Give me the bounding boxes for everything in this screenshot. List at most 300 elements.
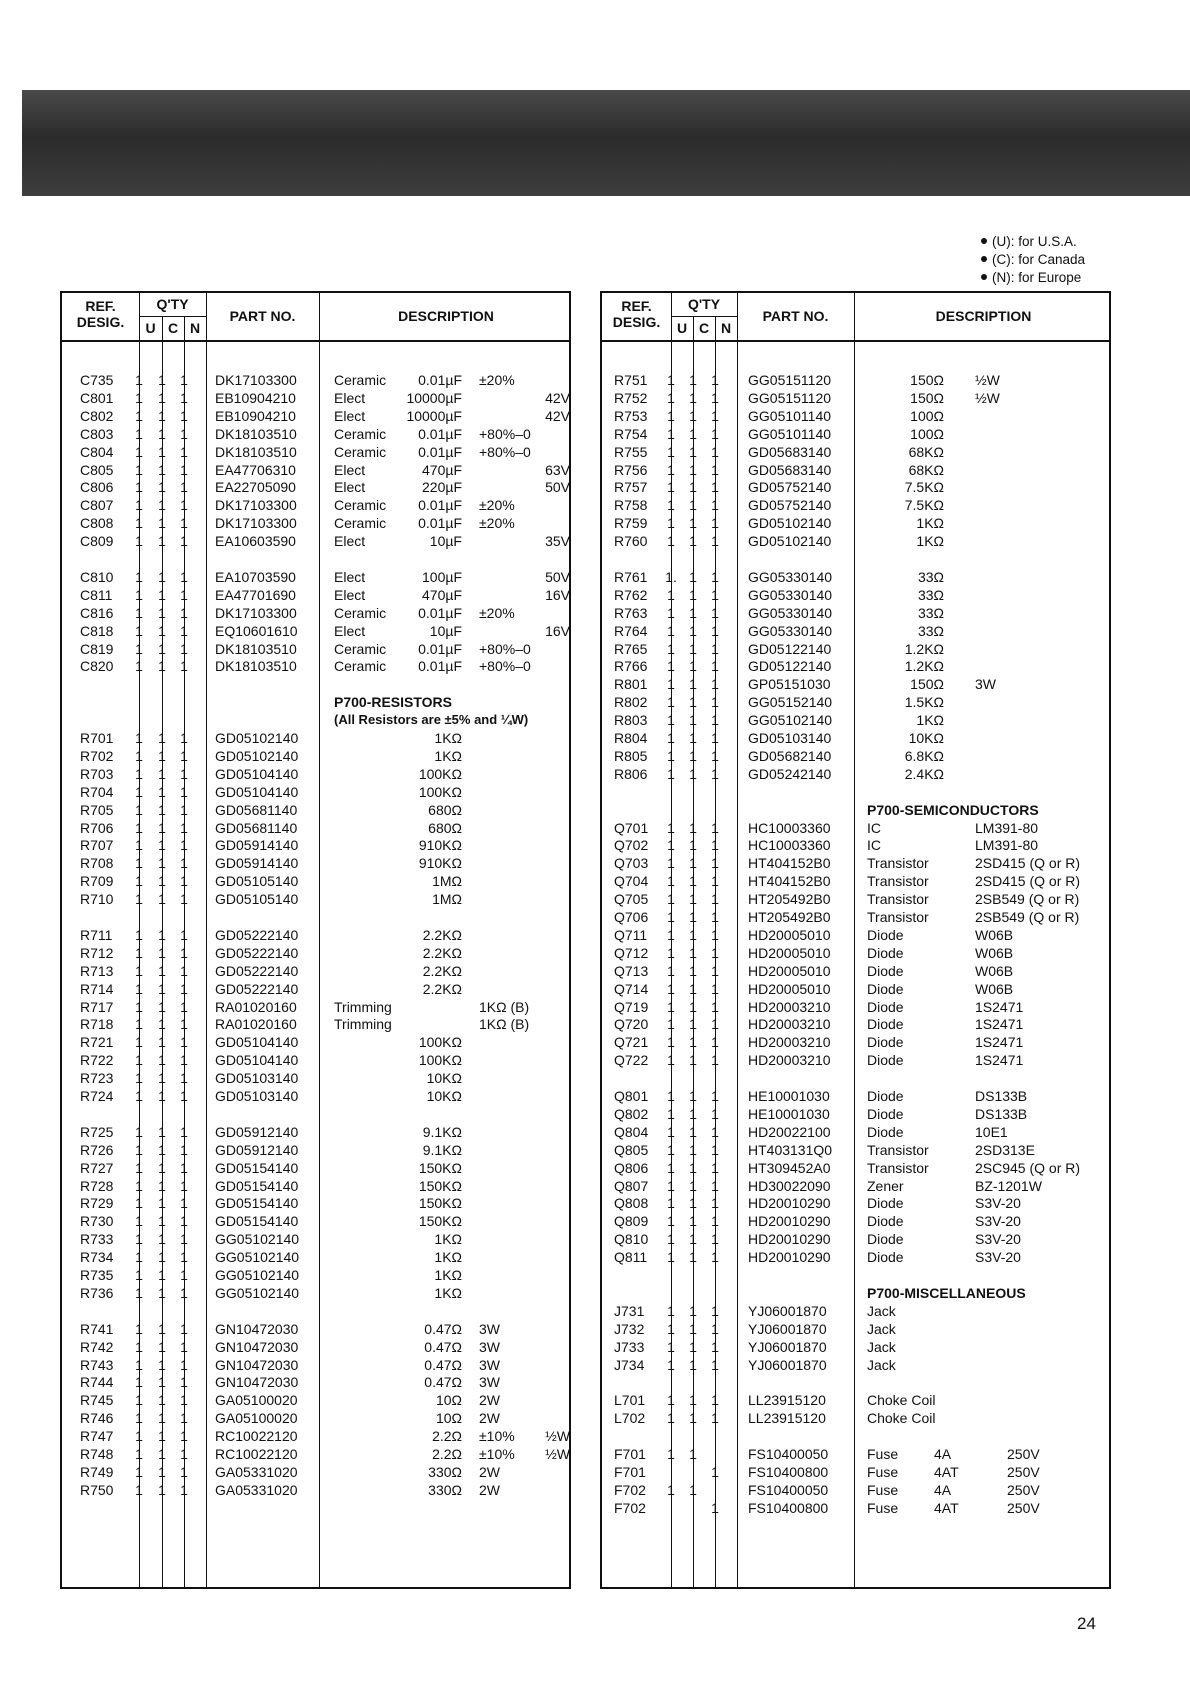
qty-u-cell: 1 <box>135 1481 143 1498</box>
qty-n-cell: 1 <box>180 1481 188 1498</box>
desc-value-cell: 150KΩ <box>418 1177 462 1194</box>
ref-desig-cell: R762 <box>614 586 648 603</box>
desc-value-cell: 1MΩ <box>432 891 462 908</box>
qty-n-cell: 1 <box>180 372 188 388</box>
part-no-cell: GD05914140 <box>215 855 299 872</box>
qty-n-cell: 1 <box>711 1213 719 1230</box>
qty-n-cell: 1 <box>711 533 719 550</box>
part-no-cell: GD05222140 <box>215 980 299 997</box>
table-row <box>62 836 569 854</box>
qty-n-cell: 1 <box>180 998 188 1015</box>
desc-type-cell: Diode <box>867 998 904 1015</box>
ref-desig-cell: C802 <box>80 407 114 424</box>
qty-u-cell: 1 <box>667 1392 675 1409</box>
table-row <box>62 604 569 622</box>
desc-value-cell: 10µF <box>429 622 462 639</box>
desc-value-cell: 0.01µF <box>418 372 462 388</box>
qty-c-cell: 1 <box>158 1374 166 1391</box>
ref-desig-cell: R707 <box>80 837 114 854</box>
table-row <box>602 1248 1109 1266</box>
desc-value-cell: 1MΩ <box>432 873 462 890</box>
ref-desig-cell: R752 <box>614 389 648 406</box>
qty-u-cell: 1 <box>667 1320 675 1337</box>
qty-c-cell: 1 <box>689 747 697 764</box>
qty-c-cell: 1 <box>689 1034 697 1051</box>
table-row <box>62 926 569 944</box>
qty-u-cell: 1 <box>667 1105 675 1122</box>
qty-n-cell: 1 <box>711 1392 719 1409</box>
qty-u-cell: 1 <box>135 1249 143 1266</box>
qty-n-cell: 1 <box>180 1141 188 1158</box>
part-no-cell: HD20022100 <box>748 1123 831 1140</box>
table-row <box>602 711 1109 729</box>
table-row <box>602 1212 1109 1230</box>
table-row <box>602 980 1109 998</box>
table-row <box>602 1499 1109 1517</box>
qty-u-cell: 1 <box>135 1446 143 1462</box>
parts-table-right <box>600 291 1111 1589</box>
table-row <box>62 729 569 747</box>
desc-rating-cell: 50V <box>545 568 570 585</box>
ref-desig-cell: Q810 <box>614 1231 649 1248</box>
qty-n-cell: 1 <box>180 389 188 406</box>
qty-c-cell: 1 <box>689 1392 697 1409</box>
ref-desig-cell: R736 <box>80 1284 114 1301</box>
desc-type-cell: Choke Coil <box>867 1410 936 1427</box>
desc-type-cell: Jack <box>867 1356 896 1373</box>
qty-u-cell: 1 <box>667 1231 675 1248</box>
qty-c-cell: 1 <box>689 676 697 693</box>
qty-c-cell: 1 <box>689 694 697 711</box>
part-no-cell: GG05101140 <box>748 407 832 424</box>
table-row <box>602 1051 1109 1069</box>
qty-c-cell: 1 <box>689 891 697 908</box>
qty-n-cell: 1 <box>180 944 188 961</box>
ref-desig-cell: R706 <box>80 819 114 836</box>
part-no-cell: HD20010290 <box>748 1231 831 1248</box>
desc-value-cell: 0.01µF <box>418 515 462 532</box>
table-row <box>602 693 1109 711</box>
desc-type-cell: Diode <box>867 1052 904 1069</box>
qty-n-cell: 1 <box>180 568 188 585</box>
qty-n-cell: 1 <box>711 694 719 711</box>
desc-value-cell: 150Ω <box>910 372 944 388</box>
qty-n-cell: 1 <box>711 998 719 1015</box>
qty-c-cell: 1 <box>158 461 166 478</box>
desc-spec-cell: 10E1 <box>975 1123 1008 1140</box>
qty-u-cell: 1 <box>135 747 143 764</box>
desc-rating-cell: 35V <box>545 533 570 550</box>
qty-u-cell: 1 <box>667 1016 675 1033</box>
qty-n-cell: 1 <box>711 1320 719 1337</box>
qty-u-cell: 1 <box>667 730 675 746</box>
qty-u-cell: 1 <box>135 819 143 836</box>
qty-c-cell: 1 <box>158 479 166 496</box>
part-no-cell: GD05222140 <box>215 926 299 943</box>
desc-value-cell: 2.2Ω <box>432 1446 462 1462</box>
table-row <box>602 1356 1109 1374</box>
table-row <box>602 872 1109 890</box>
desc-volt-cell: 250V <box>1007 1499 1040 1516</box>
qty-u-cell: 1 <box>667 622 675 639</box>
desc-spec-cell: 3W <box>479 1320 500 1337</box>
part-no-cell: GG05330140 <box>748 622 833 639</box>
table-row <box>62 640 569 658</box>
desc-value-cell: 100Ω <box>910 425 944 442</box>
qty-n-cell: 1 <box>711 926 719 943</box>
desc-value-cell: 68KΩ <box>908 461 944 478</box>
table-row <box>602 944 1109 962</box>
qty-u-cell: 1 <box>135 515 143 532</box>
qty-c-cell: 1 <box>158 1177 166 1194</box>
part-no-cell: GD05104140 <box>215 765 299 782</box>
desc-type-cell: Diode <box>867 926 904 943</box>
qty-c-cell: 1 <box>689 515 697 532</box>
desc-spec-cell: S3V-20 <box>975 1249 1021 1266</box>
table-row <box>62 1445 569 1463</box>
ref-desig-cell: R759 <box>614 515 648 532</box>
part-no-cell: DK17103300 <box>215 604 297 621</box>
qty-n-cell: 1 <box>180 747 188 764</box>
qty-c-cell: 1 <box>158 980 166 997</box>
ref-desig-cell: L701 <box>614 1392 646 1409</box>
ref-desig-cell: R758 <box>614 497 648 514</box>
desc-volt-cell: 250V <box>1007 1446 1040 1462</box>
qty-c-cell: 1 <box>158 855 166 872</box>
part-no-cell: GD05683140 <box>748 443 832 460</box>
table-row <box>62 1481 569 1499</box>
qty-c-cell: 1 <box>689 1141 697 1158</box>
qty-c-cell: 1 <box>158 1159 166 1176</box>
qty-u-cell: 1 <box>667 658 675 675</box>
desc-type-cell: Ceramic <box>334 604 387 621</box>
ref-desig-cell: R702 <box>80 747 114 764</box>
ref-desig-cell: R744 <box>80 1374 114 1391</box>
desc-spec-cell: LM391-80 <box>975 837 1039 854</box>
part-no-cell: GN10472030 <box>215 1320 299 1337</box>
ref-desig-cell: Q806 <box>614 1159 649 1176</box>
qty-u-cell: 1 <box>135 1177 143 1194</box>
qty-n-cell: 1 <box>711 980 719 997</box>
ref-desig-cell: R766 <box>614 658 648 675</box>
qty-n-cell: 1 <box>180 926 188 943</box>
ref-desig-cell: R726 <box>80 1141 114 1158</box>
desc-type-cell: Fuse <box>867 1499 899 1516</box>
qty-c-cell: 1 <box>158 962 166 979</box>
qty-c-cell: 1 <box>158 1463 166 1480</box>
qty-c-cell: 1 <box>158 586 166 603</box>
section-heading <box>602 801 1109 819</box>
section-heading <box>62 693 569 711</box>
part-no-cell: HT309452A0 <box>748 1159 831 1176</box>
ref-desig-cell: Q706 <box>614 909 649 925</box>
part-no-cell: HD20005010 <box>748 944 831 961</box>
qty-c-cell: 1 <box>158 407 166 424</box>
desc-rating-cell: 63V <box>545 461 570 478</box>
qty-c-cell: 1 <box>689 1213 697 1230</box>
part-no-cell: HT404152B0 <box>748 855 831 872</box>
qty-c-cell: 1 <box>689 998 697 1015</box>
part-no-cell: GD05104140 <box>215 783 299 800</box>
table-row <box>602 1481 1109 1499</box>
desc-type-cell: Transistor <box>867 855 929 872</box>
part-no-cell: GD05914140 <box>215 837 299 854</box>
ref-desig-cell: R710 <box>80 891 114 908</box>
qty-u-cell: 1 <box>135 1034 143 1051</box>
ref-desig-cell: R755 <box>614 443 648 460</box>
qty-n-cell: 1 <box>180 730 188 746</box>
table-row <box>602 926 1109 944</box>
qty-c-cell: 1 <box>158 1141 166 1158</box>
qty-u-cell: 1 <box>135 801 143 818</box>
qty-c-cell: 1 <box>158 1392 166 1409</box>
part-no-cell: GD05122140 <box>748 640 832 657</box>
qty-n-cell: 1 <box>711 497 719 514</box>
desc-type-cell: IC <box>867 819 881 836</box>
qty-u-cell: 1 <box>135 1141 143 1158</box>
table-row <box>62 496 569 514</box>
table-row <box>602 836 1109 854</box>
qty-n-cell: 1 <box>711 837 719 854</box>
part-no-cell: HD20003210 <box>748 998 831 1015</box>
table-row <box>602 443 1109 461</box>
desc-value-cell: 10Ω <box>435 1392 462 1409</box>
table-row <box>62 801 569 819</box>
table-row <box>62 1194 569 1212</box>
description-header: DESCRIPTION <box>935 308 1032 324</box>
ref-desig-cell: C807 <box>80 497 114 514</box>
qty-n-cell: 1 <box>180 1374 188 1391</box>
desc-value-cell: 150Ω <box>910 676 944 693</box>
ref-desig-header: REF. DESIG. <box>76 298 125 330</box>
ref-desig-cell: J733 <box>614 1338 645 1355</box>
qty-n-cell: 1 <box>180 479 188 496</box>
qty-u-cell: 1 <box>667 407 675 424</box>
qty-u-cell: 1 <box>135 926 143 943</box>
desc-type-cell: Fuse <box>867 1463 899 1480</box>
qty-n-cell: 1 <box>711 1052 719 1069</box>
desc-value-cell: 10µF <box>429 533 462 550</box>
ref-desig-cell: Q701 <box>614 819 649 836</box>
desc-spec-cell: ±10% <box>479 1446 515 1462</box>
table-row <box>62 586 569 604</box>
desc-value-cell: 68KΩ <box>908 443 944 460</box>
qty-u-cell: 1 <box>667 998 675 1015</box>
qty-n-cell: 1 <box>180 1231 188 1248</box>
qty-u-cell: 1 <box>135 1356 143 1373</box>
part-no-cell: GD05104140 <box>215 1034 299 1051</box>
part-no-cell: GG05102140 <box>748 712 833 729</box>
ref-desig-cell: R765 <box>614 640 648 657</box>
qty-n-cell: 1 <box>180 461 188 478</box>
ref-desig-cell: C801 <box>80 389 114 406</box>
ref-desig-cell: C820 <box>80 658 114 675</box>
qty-c-cell: 1 <box>689 372 697 388</box>
qty-u-cell: 1 <box>135 1195 143 1212</box>
desc-type-cell: Diode <box>867 1088 904 1104</box>
qty-c-cell: 1 <box>158 1284 166 1301</box>
part-no-cell: HT205492B0 <box>748 909 831 925</box>
qty-u-cell: 1 <box>667 1410 675 1427</box>
part-no-cell: GD05105140 <box>215 873 299 890</box>
qty-n-cell: 1 <box>180 1446 188 1462</box>
part-no-cell: GG05102140 <box>215 1267 300 1283</box>
desc-value-cell: 0.47Ω <box>424 1374 462 1391</box>
desc-type-cell: Ceramic <box>334 640 387 657</box>
qty-u-cell: 1 <box>667 819 675 836</box>
table-row <box>62 371 569 389</box>
qty-u-cell: 1 <box>135 1159 143 1176</box>
qty-c-cell: 1 <box>158 730 166 746</box>
qty-n-cell: 1 <box>180 425 188 442</box>
qty-u-cell: 1 <box>135 1088 143 1104</box>
part-no-cell: GD05912140 <box>215 1123 299 1140</box>
qty-n-cell: 1 <box>711 909 719 925</box>
qty-n-cell: 1 <box>180 962 188 979</box>
part-no-cell: EB10904210 <box>215 407 296 424</box>
ref-desig-cell: J734 <box>614 1356 645 1373</box>
ref-desig-cell: Q801 <box>614 1088 649 1104</box>
desc-type-cell: Elect <box>334 622 366 639</box>
table-row <box>602 675 1109 693</box>
desc-spec-cell: 1S2471 <box>975 1034 1024 1051</box>
qty-u-cell: 1 <box>667 515 675 532</box>
ref-desig-cell: R805 <box>614 747 648 764</box>
qty-u-cell: 1 <box>135 1320 143 1337</box>
table-row <box>602 747 1109 765</box>
desc-spec-cell: ±20% <box>479 497 515 514</box>
table-row <box>602 1409 1109 1427</box>
part-no-cell: GD05105140 <box>215 891 299 908</box>
desc-value-cell: 10000µF <box>406 407 462 424</box>
desc-type-cell: Elect <box>334 586 366 603</box>
desc-spec-cell: 2SC945 (Q or R) <box>975 1159 1081 1176</box>
desc-value-cell: 2.2KΩ <box>422 980 462 997</box>
ref-desig-cell: R806 <box>614 765 648 782</box>
part-no-cell: GD05912140 <box>215 1141 299 1158</box>
desc-type-cell: Diode <box>867 1249 904 1266</box>
desc-spec-cell: DS133B <box>975 1088 1028 1104</box>
table-row <box>602 1320 1109 1338</box>
ref-desig-cell: R745 <box>80 1392 114 1409</box>
ref-desig-cell: Q712 <box>614 944 649 961</box>
qty-c-cell: 1 <box>689 658 697 675</box>
desc-value-cell: 1.5KΩ <box>904 694 944 711</box>
qty-n-cell: 1 <box>180 407 188 424</box>
qty-u-cell: 1 <box>135 891 143 908</box>
qty-c-cell: 1 <box>689 640 697 657</box>
part-no-cell: GG05151120 <box>748 372 832 388</box>
desc-value-cell: 100Ω <box>910 407 944 424</box>
qty-c-header: C <box>698 320 710 336</box>
qty-n-cell: 1 <box>711 407 719 424</box>
part-no-cell: GG05330140 <box>748 586 833 603</box>
table-row <box>602 407 1109 425</box>
table-row <box>602 908 1109 926</box>
table-row <box>62 532 569 550</box>
part-no-cell: EQ10601610 <box>215 622 298 639</box>
desc-rating-cell: ½W <box>545 1428 570 1445</box>
ref-desig-cell: Q802 <box>614 1105 649 1122</box>
desc-value-cell: 0.01µF <box>418 443 462 460</box>
part-no-cell: GD05104140 <box>215 1052 299 1069</box>
qty-c-cell: 1 <box>689 389 697 406</box>
qty-u-cell: 1 <box>135 425 143 442</box>
qty-c-cell: 1 <box>689 568 697 585</box>
section-cell: P700-MISCELLANEOUS <box>867 1284 1026 1301</box>
ref-desig-cell: F701 <box>614 1446 646 1462</box>
ref-desig-cell: L702 <box>614 1410 646 1427</box>
table-row <box>602 1445 1109 1463</box>
qty-c-cell: 1 <box>158 515 166 532</box>
table-row <box>62 819 569 837</box>
ref-desig-cell: R747 <box>80 1428 114 1445</box>
qty-c-cell: 1 <box>689 962 697 979</box>
qty-c-cell: 1 <box>689 407 697 424</box>
table-row <box>602 1177 1109 1195</box>
desc-value-cell: 470µF <box>422 461 462 478</box>
qty-c-cell: 1 <box>158 658 166 675</box>
qty-n-cell: 1 <box>711 443 719 460</box>
desc-rating-cell: 50V <box>545 479 570 496</box>
qty-header: Q'TY <box>687 296 721 312</box>
part-no-cell: GD05222140 <box>215 962 299 979</box>
qty-u-cell: 1 <box>135 479 143 496</box>
ref-desig-cell: Q811 <box>614 1249 648 1266</box>
table-row <box>62 461 569 479</box>
desc-type-cell: Elect <box>334 533 366 550</box>
ref-desig-cell: R709 <box>80 873 114 890</box>
desc-type-cell: Choke Coil <box>867 1392 936 1409</box>
table-row <box>62 1391 569 1409</box>
qty-n-cell: 1 <box>711 1159 719 1176</box>
qty-n-header: N <box>189 320 201 336</box>
qty-u-cell: 1 <box>135 783 143 800</box>
qty-u-cell: 1 <box>135 586 143 603</box>
desc-spec-cell: ½W <box>975 372 1000 388</box>
ref-desig-cell: C810 <box>80 568 114 585</box>
table-row <box>62 1051 569 1069</box>
ref-desig-cell: R721 <box>80 1034 114 1051</box>
part-no-cell: HT205492B0 <box>748 891 831 908</box>
table-row <box>62 425 569 443</box>
desc-type-cell: Diode <box>867 944 904 961</box>
table-row <box>62 657 569 675</box>
ref-desig-cell: R705 <box>80 801 114 818</box>
desc-value-cell: 1KΩ <box>434 747 462 764</box>
qty-u-cell: 1 <box>135 1070 143 1087</box>
table-row <box>62 568 569 586</box>
desc-value-cell: 33Ω <box>917 622 944 639</box>
desc-value-cell: 1.2KΩ <box>904 640 944 657</box>
table-row <box>62 622 569 640</box>
part-no-cell: GA05100020 <box>215 1410 298 1427</box>
part-no-cell: HD20010290 <box>748 1195 831 1212</box>
desc-spec-cell: 3W <box>975 676 996 693</box>
ref-desig-cell: Q704 <box>614 873 649 890</box>
qty-c-cell: 1 <box>158 998 166 1015</box>
qty-u-cell: 1 <box>135 1123 143 1140</box>
qty-u-cell: 1 <box>667 1356 675 1373</box>
qty-n-cell: 1 <box>180 1338 188 1355</box>
qty-n-cell: 1 <box>711 1105 719 1122</box>
table-row <box>602 657 1109 675</box>
desc-spec-cell: ½W <box>975 389 1000 406</box>
qty-n-cell: 1 <box>180 1463 188 1480</box>
qty-n-cell: 1 <box>711 765 719 782</box>
part-no-cell: GG05102140 <box>215 1284 300 1301</box>
ref-desig-cell: R757 <box>614 479 648 496</box>
